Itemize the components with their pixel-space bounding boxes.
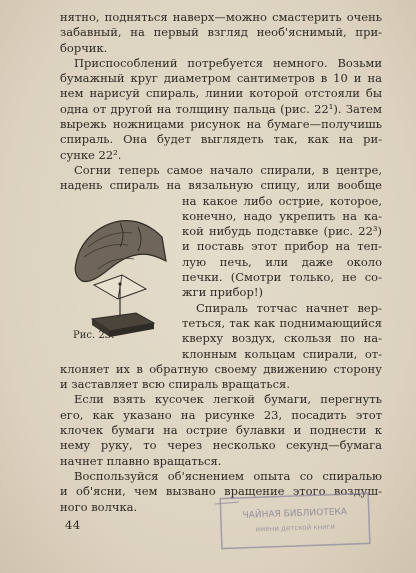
text-line: на какое либо острие, которое, bbox=[182, 193, 382, 208]
text-line: и поставь этот прибор на теп- bbox=[182, 239, 382, 254]
text-line: нему руку, то через несколько секунд—бумага bbox=[60, 438, 382, 453]
text-line: нем нарисуй спираль, линии которой отстояли бы bbox=[60, 86, 382, 101]
text-line: лую печь, или даже около bbox=[182, 254, 382, 269]
text-line: кверху воздух, скользя по на- bbox=[182, 331, 382, 346]
stamp-line: ЧАЙНАЯ БИБЛИОТЕКА bbox=[242, 507, 348, 521]
text-line: клочек бумаги на острие булавки и поднести к bbox=[60, 423, 382, 438]
text-line: жги прибор!) bbox=[182, 285, 263, 300]
text-line: печки. (Смотри только, не со- bbox=[182, 270, 382, 285]
library-stamp bbox=[215, 490, 375, 550]
text-line: кой нибудь подставке (рис. 22³) bbox=[182, 224, 382, 239]
text-line: Спираль тотчас начнет вер- bbox=[196, 300, 382, 315]
text-line: забавный, на первый взгляд необ'яснимый, при- bbox=[60, 25, 382, 40]
text-line: Воспользуйся об'яснением опыта со спиралью bbox=[74, 468, 382, 483]
text-line: Согни теперь самое начало спирали, в центре, bbox=[74, 162, 382, 177]
text-line: бумажный круг диаметром сантиметров в 10 и на bbox=[60, 71, 382, 86]
text-line: Если взять кусочек легкой бумаги, перегнуть bbox=[74, 392, 382, 407]
stamp-line: имени детской книги bbox=[255, 522, 336, 534]
text-line: Приспособлений потребуется немного. Возьми bbox=[74, 55, 382, 70]
text-line: клонным кольцам спирали, от- bbox=[182, 346, 382, 361]
text-line: клоняет их в обратную своему движению сторону bbox=[60, 361, 382, 376]
text-line: надень спираль на вязальную спицу, или вообще bbox=[60, 178, 382, 193]
text-line: одна от другой на толщину пальца (рис. 22¹). Затем bbox=[60, 101, 382, 116]
text-line: конечно, надо укрепить на ка- bbox=[182, 208, 382, 223]
text-line: и об'ясни, чем вызвано вращение этого воздуш- bbox=[60, 484, 382, 499]
text-line: теться, так как поднимающийся bbox=[182, 315, 382, 330]
figure-hand-illustration bbox=[58, 203, 170, 343]
text-line: начнет плавно вращаться. bbox=[60, 453, 222, 468]
figure-caption: Рис. 23. bbox=[73, 330, 115, 341]
text-line: его, как указано на рисунке 23, посадить этот bbox=[60, 407, 382, 422]
text-line: ного волчка. bbox=[60, 499, 138, 514]
text-line: нятно, подняться наверх—можно смастерить очень bbox=[60, 10, 382, 24]
page-number: 44 bbox=[65, 518, 81, 532]
text-line: вырежь ножницами рисунок на бумаге—получишь bbox=[60, 117, 382, 132]
text-line: и заставляет всю спираль вращаться. bbox=[60, 377, 290, 392]
text-line: сунке 22². bbox=[60, 147, 122, 162]
text-line: спираль. Она будет выглядеть так, как на ри- bbox=[60, 132, 382, 147]
text-line: борчик. bbox=[60, 40, 108, 55]
